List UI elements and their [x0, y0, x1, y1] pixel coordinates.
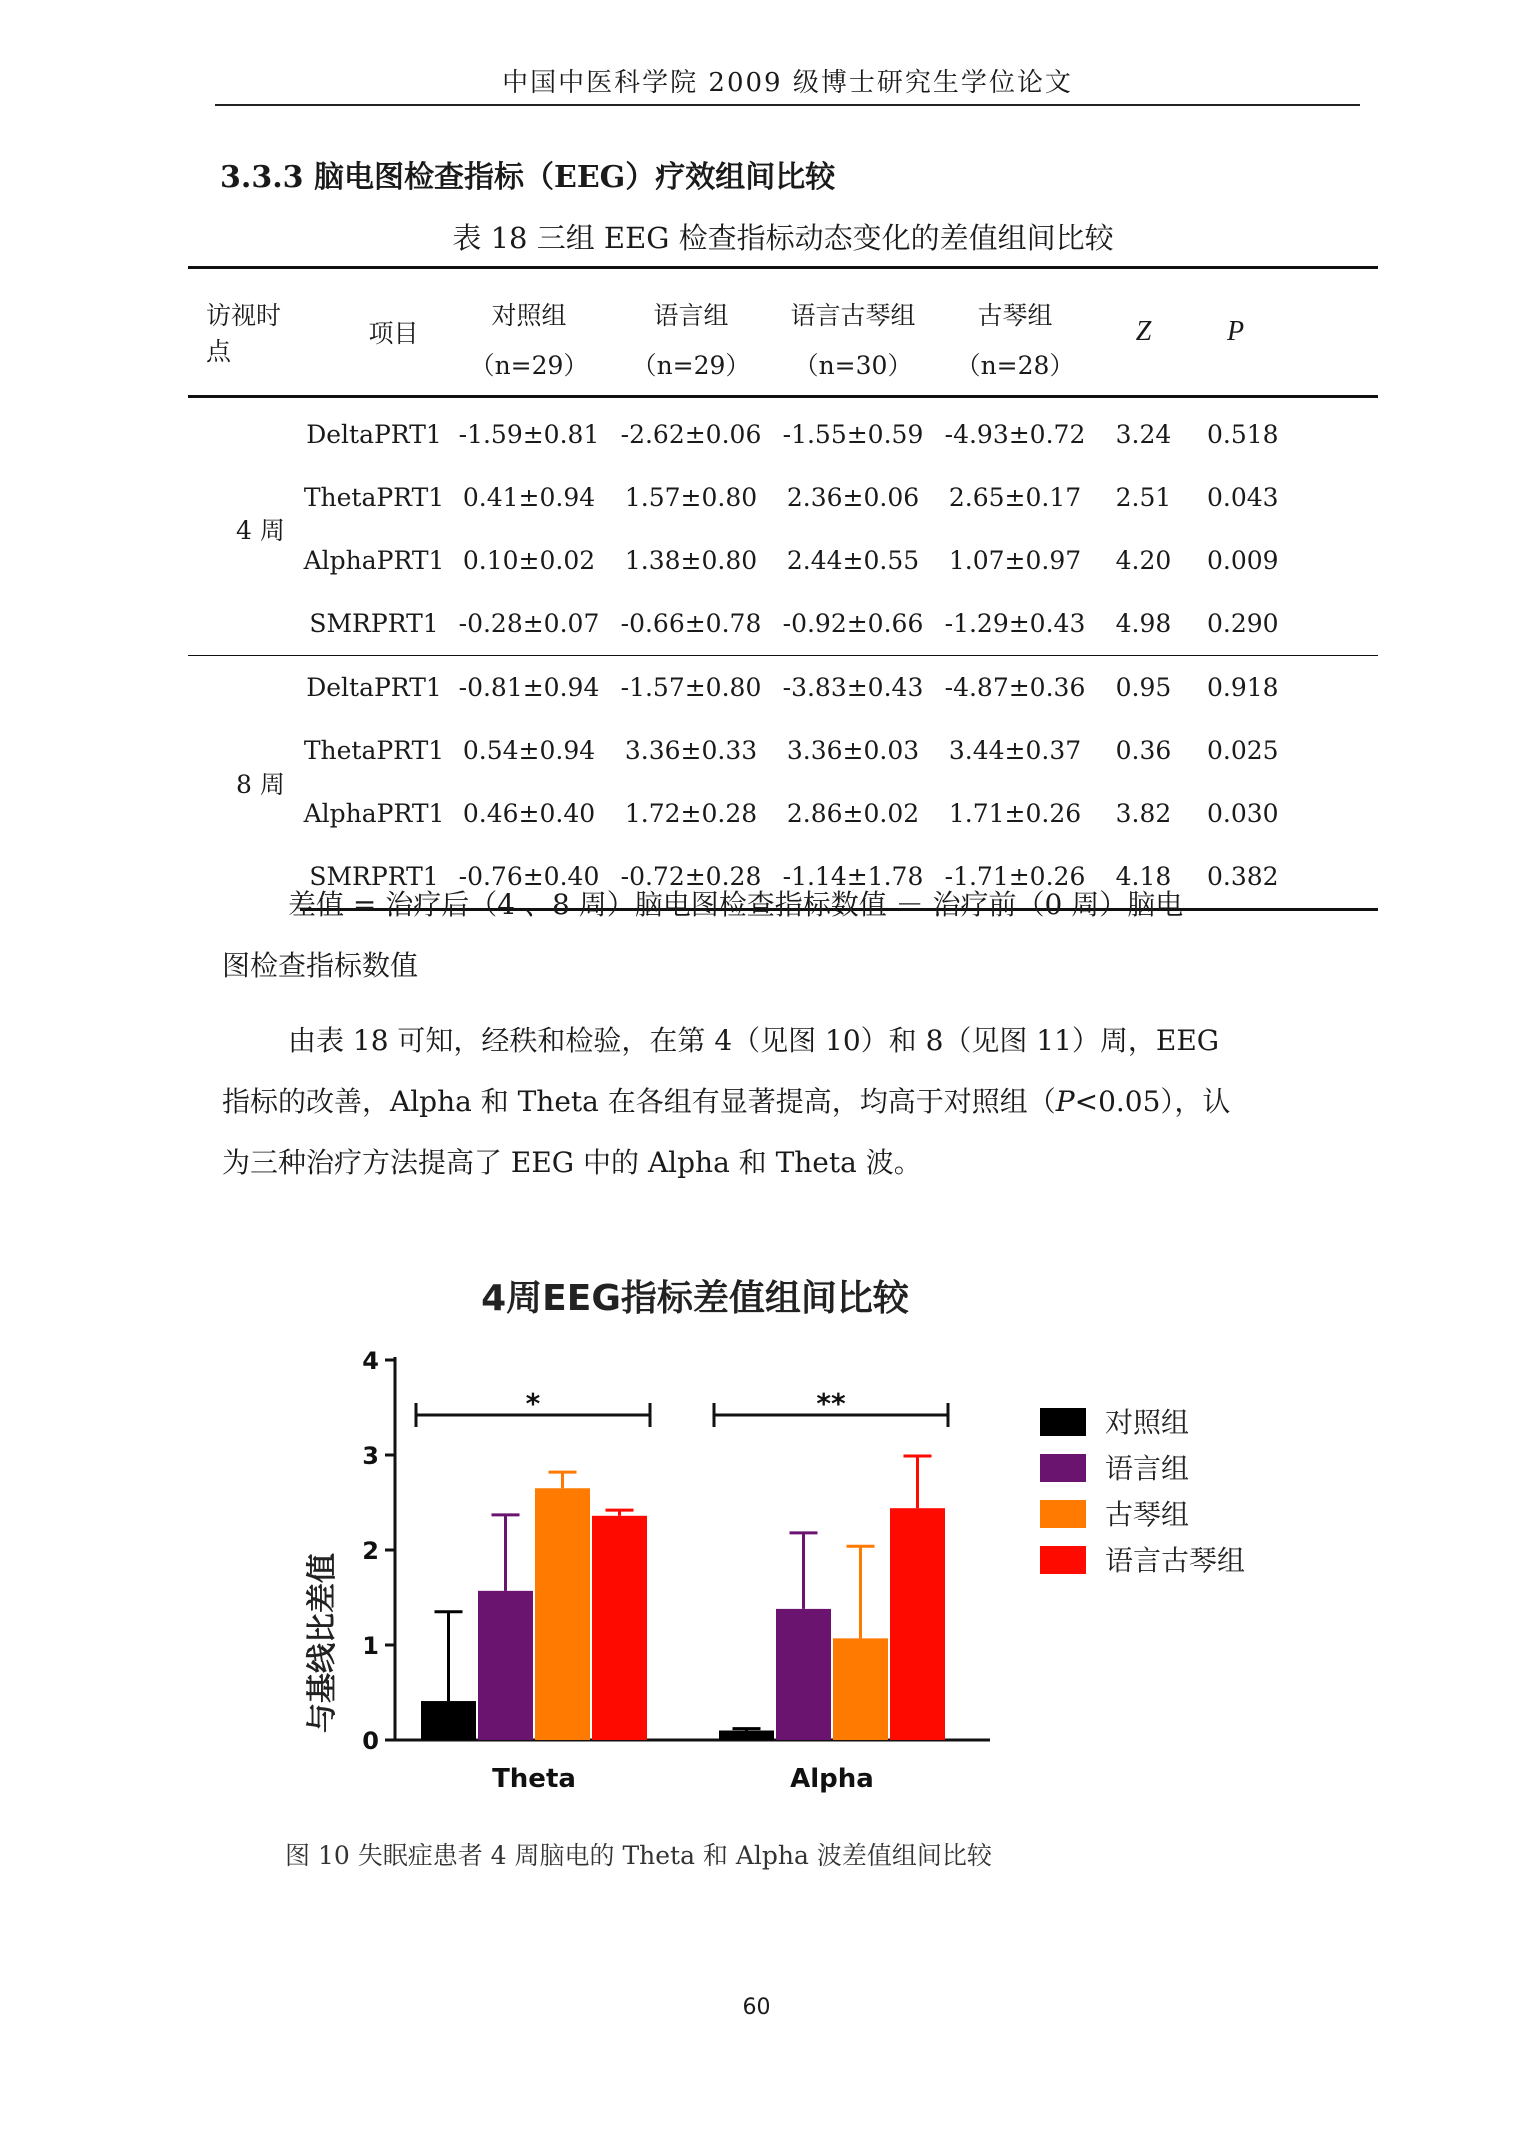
- table-row: [188, 529, 1378, 592]
- legend-swatch: [1040, 1454, 1086, 1482]
- item-cell: SMRPRT1: [309, 609, 439, 638]
- y-axis-label: 与基线比差值: [305, 1553, 340, 1733]
- table-row: [188, 397, 1378, 467]
- item-cell: AlphaPRT1: [303, 799, 445, 828]
- header-rule: [215, 104, 1360, 106]
- header-visit: 访视时点: [188, 268, 300, 397]
- paragraph-line: [222, 1071, 1322, 1132]
- value-cell: 2.44±0.55: [786, 546, 920, 575]
- paragraph-line: 图检查指标数值: [222, 949, 419, 982]
- value-cell: 1.38±0.80: [624, 546, 758, 575]
- x-category-label: Theta: [492, 1764, 576, 1794]
- value-cell: -1.14±1.78: [772, 845, 934, 910]
- table-row: [188, 782, 1378, 845]
- bar-theta-3: [592, 1516, 647, 1740]
- paragraph-line: 为三种治疗方法提高了 EEG 中的 Alpha 和 Theta 波。: [222, 1146, 922, 1179]
- table-block-week4: [188, 397, 1378, 656]
- value-cell: 1.72±0.28: [624, 799, 758, 828]
- item-cell: ThetaPRT1: [303, 736, 445, 765]
- p-cell: 0.030: [1207, 799, 1279, 828]
- value-cell: 3.36±0.33: [624, 736, 758, 765]
- legend-swatch: [1040, 1500, 1086, 1528]
- value-cell: -1.29±0.43: [944, 609, 1086, 638]
- bar-theta-2: [535, 1488, 590, 1740]
- value-cell: -0.28±0.07: [458, 609, 600, 638]
- item-cell: DeltaPRT1: [300, 656, 448, 720]
- value-cell: -0.76±0.40: [448, 845, 610, 910]
- z-cell: 3.24: [1115, 420, 1172, 449]
- value-cell: 0.10±0.02: [462, 546, 596, 575]
- header-n-language: （n=29）: [610, 333, 772, 397]
- section-title: 3.3.3 脑电图检查指标（EEG）疗效组间比较: [220, 160, 836, 195]
- table-block-week8: [188, 656, 1378, 910]
- header-z: Z: [1096, 268, 1191, 397]
- header-n-guqin: （n=28）: [934, 333, 1096, 397]
- legend-swatch: [1040, 1408, 1086, 1436]
- bar-alpha-0: [719, 1731, 774, 1741]
- header-group-language-guqin: 语言古琴组: [772, 268, 934, 334]
- value-cell: -3.83±0.43: [772, 656, 934, 720]
- legend-swatch: [1040, 1546, 1086, 1574]
- bar-alpha-2: [833, 1638, 888, 1740]
- value-cell: -1.55±0.59: [782, 420, 924, 449]
- bar-alpha-1: [776, 1609, 831, 1740]
- p-cell: 0.043: [1207, 483, 1279, 512]
- legend-label: 语言古琴组: [1105, 1544, 1246, 1577]
- z-cell: 2.51: [1115, 483, 1172, 512]
- value-cell: 3.44±0.37: [948, 736, 1082, 765]
- eeg-comparison-table: [188, 266, 1378, 911]
- z-cell: 4.20: [1115, 546, 1172, 575]
- value-cell: -1.71±0.26: [934, 845, 1096, 910]
- p-cell: 0.025: [1207, 736, 1279, 765]
- y-tick-label: 2: [362, 1537, 379, 1565]
- p-cell: 0.009: [1207, 546, 1279, 575]
- header-group-guqin: 古琴组: [934, 268, 1096, 334]
- item-cell: AlphaPRT1: [303, 546, 445, 575]
- p-cell: 0.918: [1191, 656, 1378, 720]
- value-cell: -4.93±0.72: [944, 420, 1086, 449]
- bar-theta-0: [421, 1701, 476, 1740]
- significance-marker: **: [816, 1387, 846, 1420]
- header-item: 项目: [300, 268, 448, 397]
- value-cell: 1.07±0.97: [948, 546, 1082, 575]
- p-cell: 0.518: [1207, 420, 1279, 449]
- y-tick-label: 3: [362, 1442, 379, 1470]
- value-cell: -1.57±0.80: [610, 656, 772, 720]
- paragraph-text: <0.05），认: [1074, 1085, 1231, 1118]
- header-n-language-guqin: （n=30）: [772, 333, 934, 397]
- z-cell: 4.98: [1115, 609, 1172, 638]
- significance-marker: *: [525, 1387, 541, 1420]
- z-cell: 4.18: [1096, 845, 1191, 910]
- table-row: [188, 592, 1378, 656]
- x-category-label: Alpha: [790, 1764, 874, 1794]
- value-cell: -0.66±0.78: [620, 609, 762, 638]
- value-cell: 0.41±0.94: [462, 483, 596, 512]
- value-cell: 1.71±0.26: [948, 799, 1082, 828]
- p-symbol: P: [1055, 1085, 1075, 1118]
- value-cell: 0.54±0.94: [462, 736, 596, 765]
- value-cell: 3.36±0.03: [786, 736, 920, 765]
- item-cell: DeltaPRT1: [306, 420, 442, 449]
- y-tick-label: 0: [362, 1727, 379, 1755]
- table-row: [188, 656, 1378, 720]
- definition-paragraph: [222, 874, 1322, 996]
- value-cell: 1.57±0.80: [624, 483, 758, 512]
- header-group-language: 语言组: [610, 268, 772, 334]
- p-cell: 0.382: [1191, 845, 1378, 910]
- bar-chart: [300, 1265, 1300, 1805]
- figure-caption: 图 10 失眠症患者 4 周脑电的 Theta 和 Alpha 波差值组间比较: [285, 1841, 992, 1870]
- y-tick-label: 1: [362, 1632, 379, 1660]
- z-cell: 3.82: [1115, 799, 1172, 828]
- y-tick-label: 4: [362, 1347, 379, 1375]
- value-cell: -2.62±0.06: [620, 420, 762, 449]
- paragraph-text: 指标的改善，Alpha 和 Theta 在各组有显著提高，均高于对照组（: [222, 1085, 1056, 1118]
- value-cell: 2.86±0.02: [786, 799, 920, 828]
- legend-label: 对照组: [1105, 1406, 1190, 1439]
- value-cell: -0.92±0.66: [782, 609, 924, 638]
- page-number: 60: [742, 1995, 771, 2020]
- table-row: [188, 466, 1378, 529]
- p-cell: 0.290: [1207, 609, 1279, 638]
- table-caption: 表 18 三组 EEG 检查指标动态变化的差值组间比较: [452, 221, 1114, 255]
- value-cell: -0.81±0.94: [448, 656, 610, 720]
- result-paragraph: [222, 1010, 1322, 1193]
- header-n-control: （n=29）: [448, 333, 610, 397]
- z-cell: 0.36: [1115, 736, 1172, 765]
- running-header: 中国中医科学院 2009 级博士研究生学位论文: [502, 68, 1073, 98]
- bar-alpha-3: [890, 1508, 945, 1740]
- value-cell: 0.46±0.40: [462, 799, 596, 828]
- value-cell: 2.65±0.17: [948, 483, 1082, 512]
- bar-theta-1: [478, 1591, 533, 1740]
- paragraph-line: 由表 18 可知，经秩和检验，在第 4（见图 10）和 8（见图 11）周，EEG: [288, 1024, 1220, 1057]
- visit-cell: 4 周: [236, 516, 285, 545]
- visit-cell: 8 周: [188, 656, 300, 910]
- header-p: P: [1191, 268, 1378, 397]
- table-row: [188, 719, 1378, 782]
- value-cell: -1.59±0.81: [458, 420, 600, 449]
- value-cell: -0.72±0.28: [610, 845, 772, 910]
- item-cell: SMRPRT1: [300, 845, 448, 910]
- legend-label: 语言组: [1105, 1452, 1190, 1485]
- value-cell: 2.36±0.06: [786, 483, 920, 512]
- item-cell: ThetaPRT1: [303, 483, 445, 512]
- chart-title: 4周EEG指标差值组间比较: [481, 1278, 909, 1319]
- legend-label: 古琴组: [1105, 1498, 1190, 1531]
- value-cell: -4.87±0.36: [934, 656, 1096, 720]
- z-cell: 0.95: [1096, 656, 1191, 720]
- header-group-control: 对照组: [448, 268, 610, 334]
- paragraph-line: 差值 = 治疗后（4 、8 周）脑电图检查指标数值 － 治疗前（0 周）脑电: [288, 888, 1184, 921]
